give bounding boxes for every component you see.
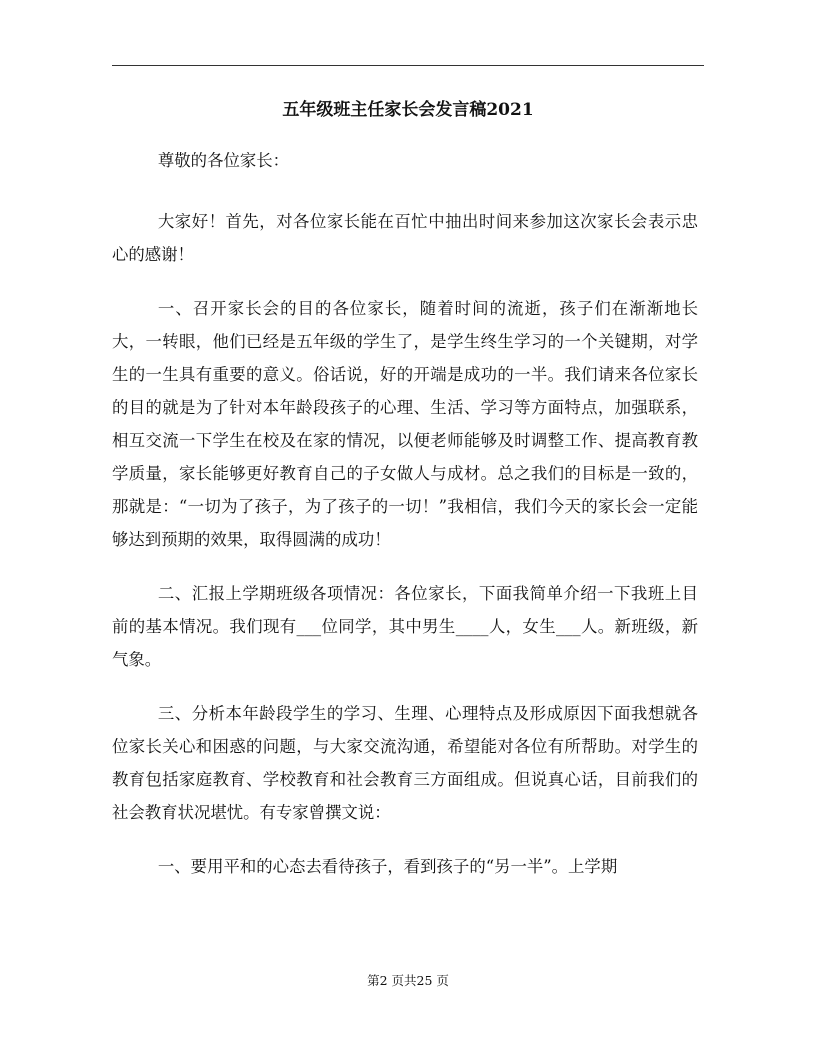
- salutation: 尊敬的各位家长：: [157, 151, 290, 170]
- page-number: 第2 页共25 页: [367, 973, 449, 988]
- section-two-paragraph: 二、汇报上学期班级各项情况：各位家长，下面我简单介绍一下我班上目前的基本情况。我们现有___位同学，其中男生____人，女生___人。新班级，新气象。: [112, 584, 698, 669]
- section-three-paragraph: 三、分析本年龄段学生的学习、生理、心理特点及形成原因下面我想就各位家长关心和困惑的问题，与大家交流沟通，希望能对各位有所帮助。对学生的教育包括家庭教育、学校教育和社会教育三方面组成。但说真心话，目前我们的社会教育状况堪忧。有专家曾撰文说：: [112, 704, 698, 822]
- subsection-one-paragraph: 一、要用平和的心态去看待孩子，看到孩子的“另一半”。上学期: [157, 857, 618, 876]
- header-rule: [112, 65, 704, 66]
- greeting-paragraph: 大家好！首先，对各位家长能在百忙中抽出时间来参加这次家长会表示忠心的感谢！: [112, 212, 698, 264]
- section-one-paragraph: 一、召开家长会的目的各位家长，随着时间的流逝，孩子们在渐渐地长大，一转眼，他们已经是五年级的学生了，是学生终生学习的一个关键期，对学生的一生具有重要的意义。俗话说，好的开端是成功的一半。我们请来各位家长的目的就是为了针对本年龄段孩子的心理、生活、学习等方面特点，加强联系，相互交流一下学生在校及在家的情况，以便老师能够及时调整工作、提高教育教学质量，家长能够更好教育自己的子女做人与成材。总之我们的目标是一致的，那就是：“一切为了孩子，为了孩子的一切！”我相信，我们今天的家长会一定能够达到预期的效果，取得圆满的成功！: [112, 299, 698, 549]
- document-body: [112, 144, 698, 904]
- document-title: 五年级班主任家长会发言稿2021: [282, 100, 534, 120]
